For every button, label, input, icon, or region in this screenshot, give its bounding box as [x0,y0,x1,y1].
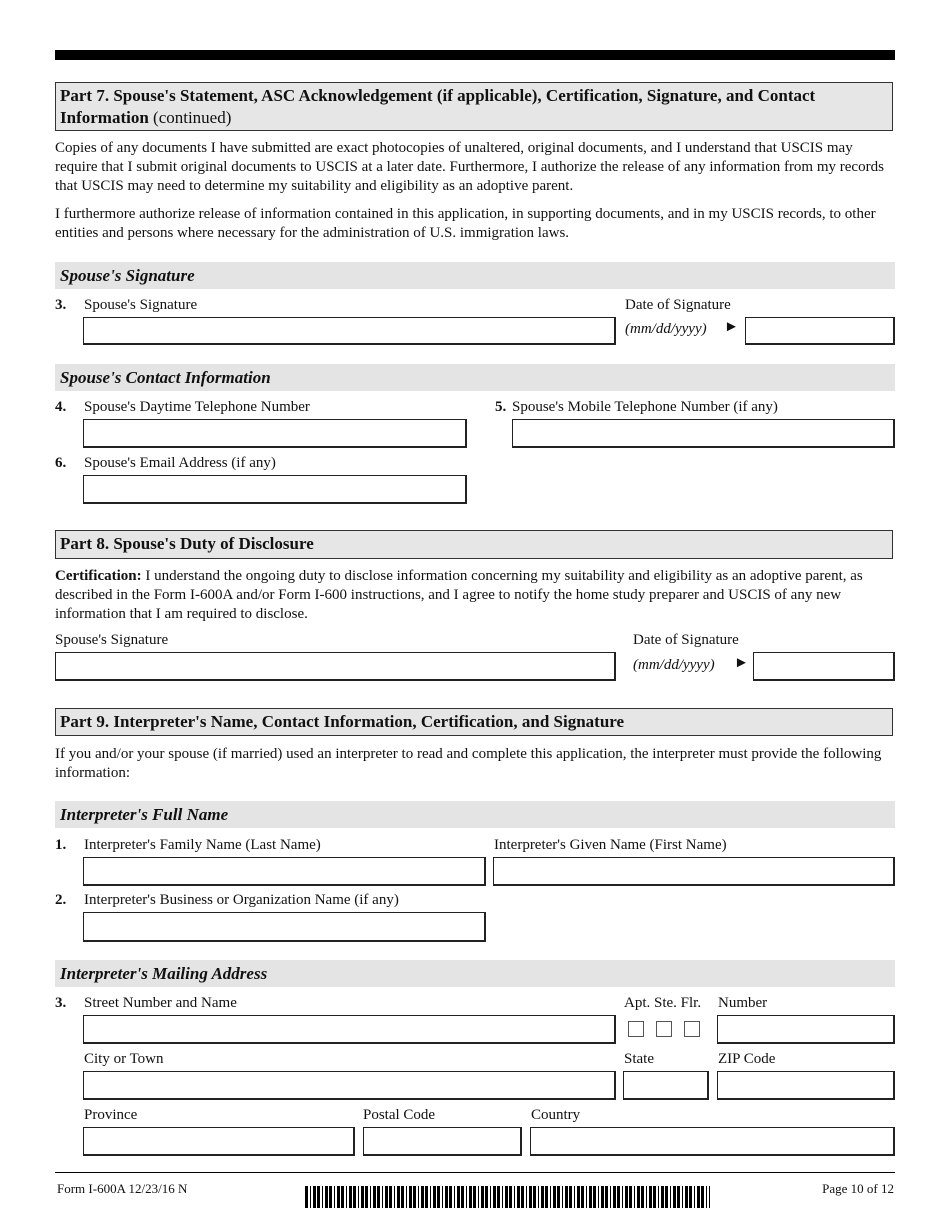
arrow-right-icon: ► [734,655,749,671]
certification-label: Certification: [55,568,142,584]
given-name-field[interactable] [493,857,895,886]
province-field[interactable] [83,1127,355,1156]
zip-field[interactable] [717,1071,895,1100]
date-format-hint: (mm/dd/yyyy) [625,321,707,337]
business-name-label: Interpreter's Business or Organization Name (if any) [84,892,399,908]
postal-code-label: Postal Code [363,1107,436,1123]
part8-header: Part 8. Spouse's Duty of Disclosure [55,530,893,559]
zip-label: ZIP Code [718,1051,776,1067]
interpreter-name-section: Interpreter's Full Name [55,801,895,828]
part7-title: Part 7. Spouse's Statement, ASC Acknowledgement (if applicable), Certification, Signature, and Contact Information [60,86,816,127]
family-name-field[interactable] [83,857,486,886]
spouse-signature-field[interactable] [55,652,616,681]
street-label: Street Number and Name [84,995,237,1011]
date-of-signature-label: Date of Signature [633,632,739,648]
mobile-phone-field[interactable] [512,419,895,448]
form-id: Form I-600A 12/23/16 N [57,1181,188,1196]
email-field[interactable] [83,475,467,504]
given-name-label: Interpreter's Given Name (First Name) [494,837,727,853]
date-of-signature-label: Date of Signature [625,297,731,313]
street-field[interactable] [83,1015,616,1044]
certification-paragraph [55,567,895,624]
family-name-label: Interpreter's Family Name (Last Name) [84,837,321,853]
part7-paragraph-1: Copies of any documents I have submitted are exact photocopies of unaltered, original documents, and I understand that USCIS may require that I submit original documents to USCIS at a later date. Furthermore, I authorize the release of any information from my records that USCIS may need to determine my suitability and eligibility as an adoptive parent. [55,140,884,194]
business-name-field[interactable] [83,912,486,942]
item-number: 3. [55,297,67,313]
item-number: 6. [55,455,67,471]
city-field[interactable] [83,1071,616,1100]
ste-checkbox[interactable] [656,1021,672,1037]
spouse-signature-section: Spouse's Signature [55,262,895,289]
state-field[interactable] [623,1071,709,1100]
page-number: Page 10 of 12 [822,1181,894,1196]
daytime-phone-field[interactable] [83,419,467,448]
item-number: 2. [55,892,67,908]
spouse-contact-section: Spouse's Contact Information [55,364,895,391]
item-number: 3. [55,995,67,1011]
spouse-signature-label: Spouse's Signature [84,297,198,313]
mobile-phone-label: Spouse's Mobile Telephone Number (if any) [512,399,778,415]
arrow-right-icon: ► [724,319,739,335]
apt-checkbox[interactable] [628,1021,644,1037]
province-label: Province [84,1107,138,1123]
daytime-phone-label: Spouse's Daytime Telephone Number [84,399,310,415]
number-label: Number [718,995,768,1011]
part9-header: Part 9. Interpreter's Name, Contact Information, Certification, and Signature [55,708,893,736]
top-rule [55,50,895,60]
item-number: 4. [55,399,67,415]
flr-checkbox[interactable] [684,1021,700,1037]
country-label: Country [531,1107,581,1123]
spouse-signature-label: Spouse's Signature [55,632,169,648]
apt-ste-flr-label: Apt. Ste. Flr. [624,995,702,1011]
footer-rule [55,1172,895,1173]
postal-code-field[interactable] [363,1127,522,1156]
certification-text: I understand the ongoing duty to disclose information concerning my suitability and eligibility as an adoptive parent, as described in the Form I-600A and/or Form I-600 instructions, and I agree to notify the home study preparer and USCIS of any new information that I am required to disclose. [55,568,863,622]
item-number: 1. [55,837,67,853]
date-of-signature-field[interactable] [745,317,895,345]
interpreter-address-section: Interpreter's Mailing Address [55,960,895,987]
number-field[interactable] [717,1015,895,1044]
email-label: Spouse's Email Address (if any) [84,455,276,471]
date-of-signature-field[interactable] [753,652,895,681]
part7-header [55,82,893,131]
date-format-hint: (mm/dd/yyyy) [633,657,715,673]
spouse-signature-field[interactable] [83,317,616,345]
part7-suffix: (continued) [148,108,232,127]
part7-paragraph-2: I furthermore authorize release of information contained in this application, in supporting documents, and in my USCIS records, to other entities and persons where necessary for the administration of U.S. immigration laws. [55,206,876,241]
item-number: 5. [495,399,507,415]
country-field[interactable] [530,1127,895,1156]
state-label: State [624,1051,654,1067]
part9-intro: If you and/or your spouse (if married) used an interpreter to read and complete this application, the interpreter must provide the following information: [55,746,882,781]
barcode [305,1186,710,1208]
city-label: City or Town [84,1051,164,1067]
